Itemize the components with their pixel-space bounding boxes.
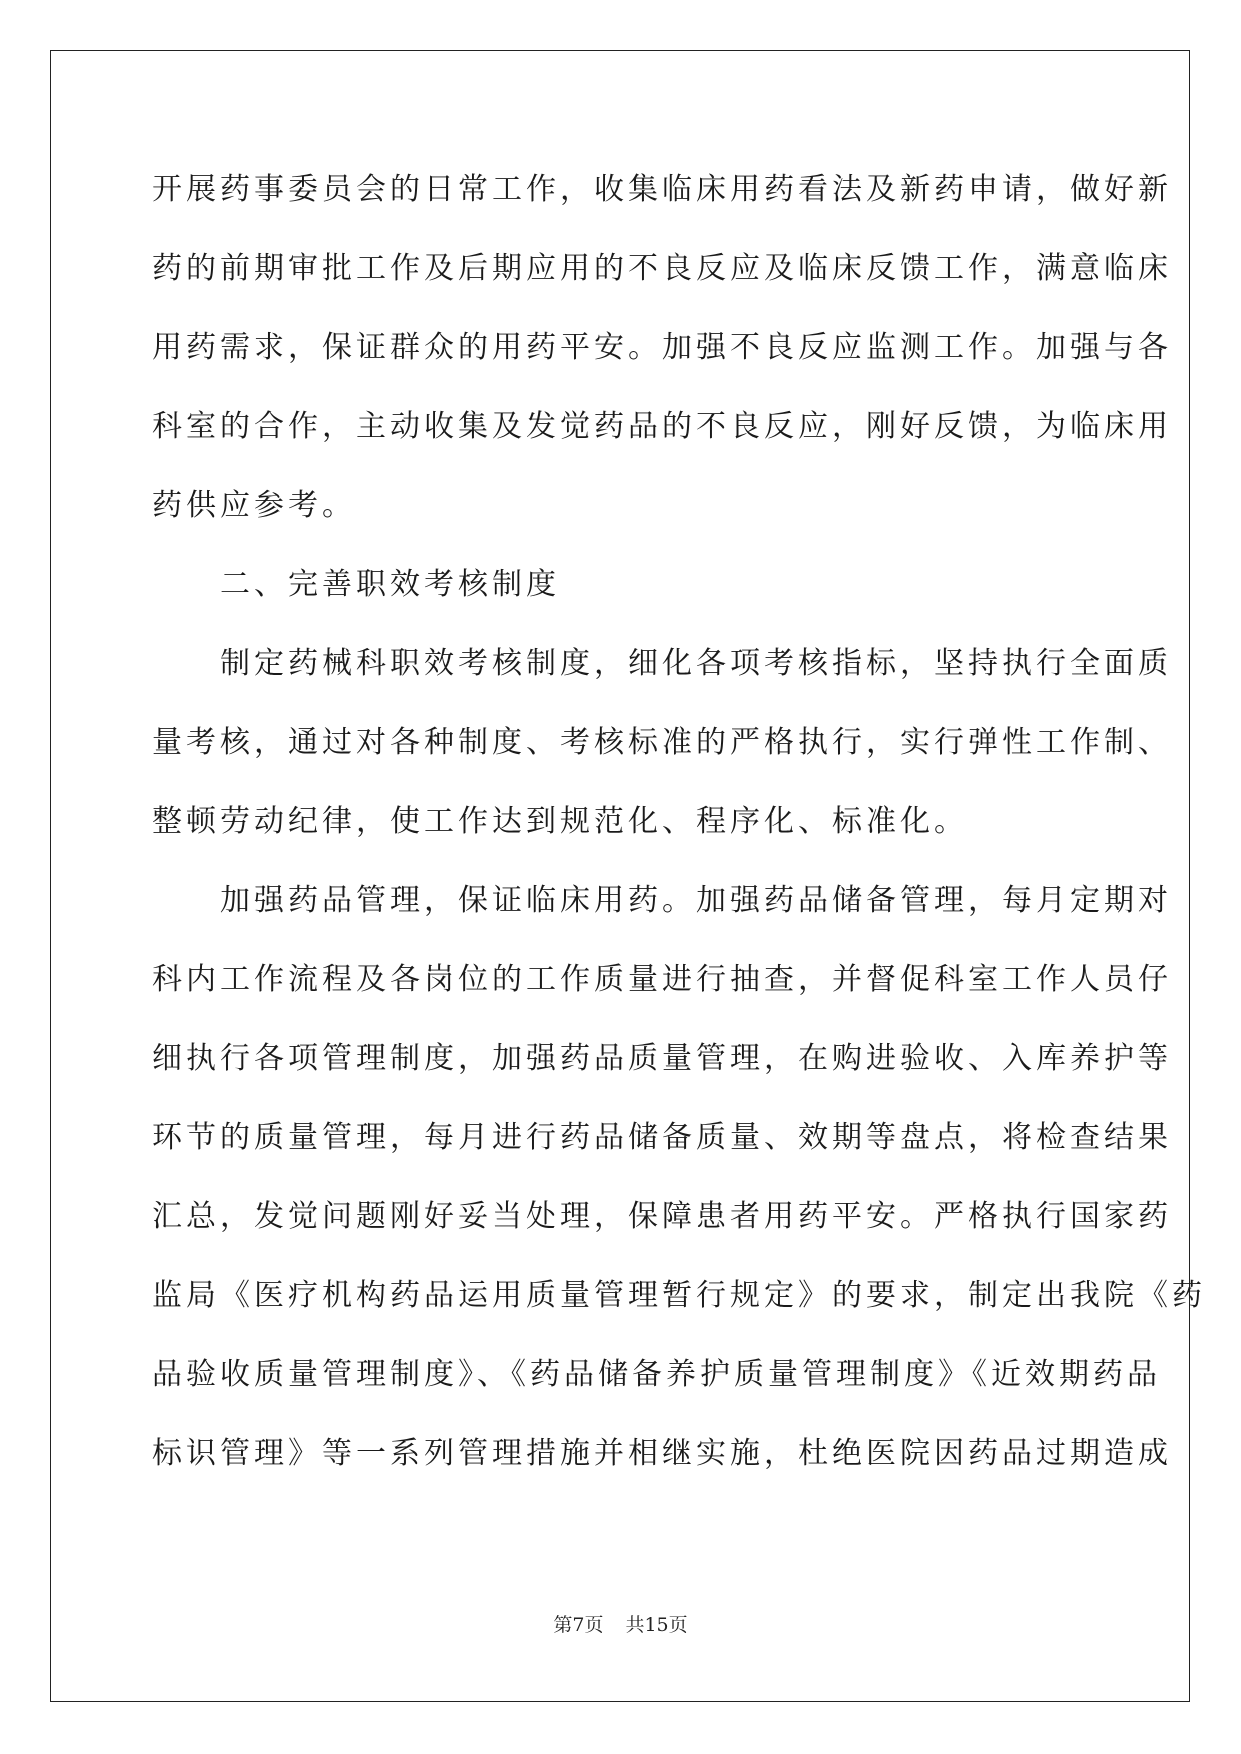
document-body bbox=[152, 165, 1206, 1508]
page-footer bbox=[0, 1610, 1241, 1637]
text-line: 科内工作流程及各岗位的工作质量进行抽查，并督促科室工作人员仔 bbox=[152, 962, 1172, 997]
text-line: 环节的质量管理，每月进行药品储备质量、效期等盘点，将检查结果 bbox=[152, 1120, 1172, 1155]
section-heading: 二、完善职效考核制度 bbox=[152, 567, 560, 602]
text-line: 标识管理》等一系列管理措施并相继实施，杜绝医院因药品过期造成 bbox=[152, 1436, 1172, 1471]
text-line: 细执行各项管理制度，加强药品质量管理，在购进验收、入库养护等 bbox=[152, 1041, 1172, 1076]
text-line: 量考核，通过对各种制度、考核标准的严格执行，实行弹性工作制、 bbox=[152, 725, 1172, 760]
text-line: 用药需求，保证群众的用药平安。加强不良反应监测工作。加强与各 bbox=[152, 330, 1172, 365]
text-line: 监局《医疗机构药品运用质量管理暂行规定》的要求，制定出我院《药 bbox=[152, 1278, 1206, 1313]
text-line: 药供应参考。 bbox=[152, 488, 356, 523]
text-line: 品验收质量管理制度》、《药品储备养护质量管理制度》《近效期药品 bbox=[152, 1357, 1161, 1392]
text-line: 加强药品管理，保证临床用药。加强药品储备管理，每月定期对 bbox=[152, 883, 1172, 918]
page-number-current: 第7页 bbox=[553, 1614, 604, 1636]
text-line: 科室的合作，主动收集及发觉药品的不良反应，刚好反馈，为临床用 bbox=[152, 409, 1172, 444]
page-number-total: 共15页 bbox=[625, 1614, 688, 1636]
text-line: 整顿劳动纪律，使工作达到规范化、程序化、标准化。 bbox=[152, 804, 968, 839]
text-line: 开展药事委员会的日常工作，收集临床用药看法及新药申请，做好新 bbox=[152, 172, 1172, 207]
text-line: 制定药械科职效考核制度，细化各项考核指标，坚持执行全面质 bbox=[152, 646, 1172, 681]
text-line: 药的前期审批工作及后期应用的不良反应及临床反馈工作，满意临床 bbox=[152, 251, 1172, 286]
text-line: 汇总，发觉问题刚好妥当处理，保障患者用药平安。严格执行国家药 bbox=[152, 1199, 1172, 1234]
